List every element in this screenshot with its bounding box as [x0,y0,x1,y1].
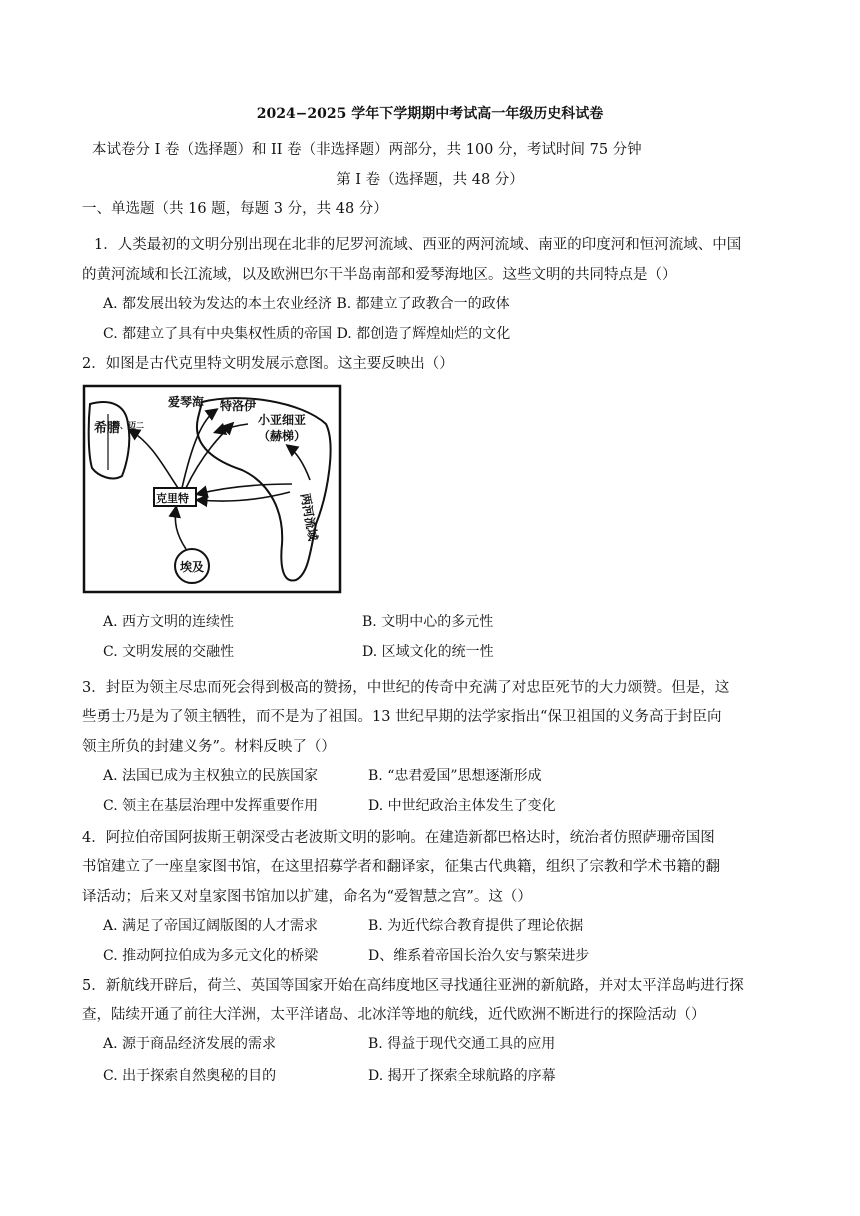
part-heading: 第 I 卷（选择题，共 48 分） [336,172,524,188]
section-heading: 一、单选题（共 16 题，每题 3 分，共 48 分） [82,201,388,217]
crete-civilization-diagram [82,384,342,594]
question-text: 1．人类最初的文明分别出现在北非的尼罗河流域、西亚的两河流域、南亚的印度河和恒河流域、中国 [94,237,742,253]
arrow-meso-crete-2 [198,492,290,501]
label-small: 斯、迈二 [112,421,144,430]
arrow-egypt-crete [175,508,186,549]
label-egypt: 埃及 [180,560,205,574]
arrow-meso-asia [288,446,310,480]
option-c[interactable]: C. 领主在基层治理中发挥重要作用 [103,798,319,814]
question-text: 的黄河流域和长江流域，以及欧洲巴尔干半岛南部和爱琴海地区。这些文明的共同特点是（） [82,267,677,283]
option-c[interactable]: C. 文明发展的交融性 [103,644,235,660]
option-b[interactable]: B. 文明中心的多元性 [362,614,494,630]
option-b[interactable]: B. 为近代综合教育提供了理论依据 [368,918,584,934]
label-hittite: （赫梯） [258,429,307,443]
exam-note: 本试卷分 I 卷（选择题）和 II 卷（非选择题）两部分，共 100 分，考试时间 75 分钟 [92,142,642,158]
option-row[interactable]: C. 都建立了具有中央集权性质的帝国 D. 都创造了辉煌灿烂的文化 [103,326,511,342]
question-text: 4．阿拉伯帝国阿拔斯王朝深受古老波斯文明的影响。在建造新都巴格达时，统治者仿照萨珊帝国图 [82,830,715,846]
question-text: 些勇士乃是为了领主牺牲，而不是为了祖国。13 世纪早期的法学家指出“保卫祖国的义务高于封臣向 [82,709,722,725]
label-crete: 克里特 [156,492,189,505]
question-text: 书馆建立了一座皇家图书馆，在这里招募学者和翻译家，征集古代典籍，组织了宗教和学术书籍的翻 [82,859,720,875]
arrow-crete-troy [182,410,216,488]
exam-title: 2024−2025 学年下学期期中考试高一年级历史科试卷 [256,106,604,122]
arrow-crete-greece [130,430,178,488]
arrow-meso-crete [198,484,292,494]
option-c[interactable]: C. 推动阿拉伯成为多元文化的桥梁 [103,948,319,964]
option-d[interactable]: D、维系着帝国长治久安与繁荣进步 [368,948,590,964]
question-text: 5．新航线开辟后，荷兰、英国等国家开始在高纬度地区寻找通往亚洲的新航路，并对太平洋岛屿进行探 [82,978,744,994]
option-c[interactable]: C. 出于探索自然奥秘的目的 [103,1068,277,1084]
question-text: 领主所负的封建义务”。材料反映了（） [82,739,336,755]
label-greece-1: 希腊 [94,421,121,436]
option-d[interactable]: D. 中世纪政治主体发生了变化 [368,798,556,814]
option-a[interactable]: A. 源于商品经济发展的需求 [103,1036,277,1052]
greece-region [89,402,130,478]
label-mesopotamia: 两河流域 [298,492,321,542]
option-a[interactable]: A. 满足了帝国辽阔版图的人才需求 [103,918,319,934]
arrow-asia-troy [216,424,248,432]
option-b[interactable]: B. “忠君爱国”思想逐渐形成 [368,768,542,784]
question-text: 3．封臣为领主尽忠而死会得到极高的赞扬，中世纪的传奇中充满了对忠臣死节的大力颂赞。但是，这 [82,680,730,696]
option-row[interactable]: A. 都发展出较为发达的本土农业经济 B. 都建立了政教合一的政体 [103,296,510,312]
option-a[interactable]: A. 法国已成为主权独立的民族国家 [103,768,319,784]
label-asia-minor: 小亚细亚 [258,413,307,427]
option-a[interactable]: A. 西方文明的连续性 [103,614,235,630]
label-aegean: 爱琴海 [168,395,205,409]
question-text: 译活动；后来又对皇家图书馆加以扩建，命名为“爱智慧之宫”。这（） [82,889,532,905]
label-troy: 特洛伊 [220,399,257,413]
arrow-crete-asia [186,424,232,488]
question-text: 查，陆续开通了前往大洋洲，太平洋诸岛、北冰洋等地的航线，近代欧洲不断进行的探险活动（） [82,1007,706,1023]
option-b[interactable]: B. 得益于现代交通工具的应用 [368,1036,556,1052]
question-text: 2．如图是古代克里特文明发展示意图。这主要反映出（） [82,356,454,372]
option-d[interactable]: D. 区域文化的统一性 [362,644,494,660]
option-d[interactable]: D. 揭开了探索全球航路的序幕 [368,1068,556,1084]
